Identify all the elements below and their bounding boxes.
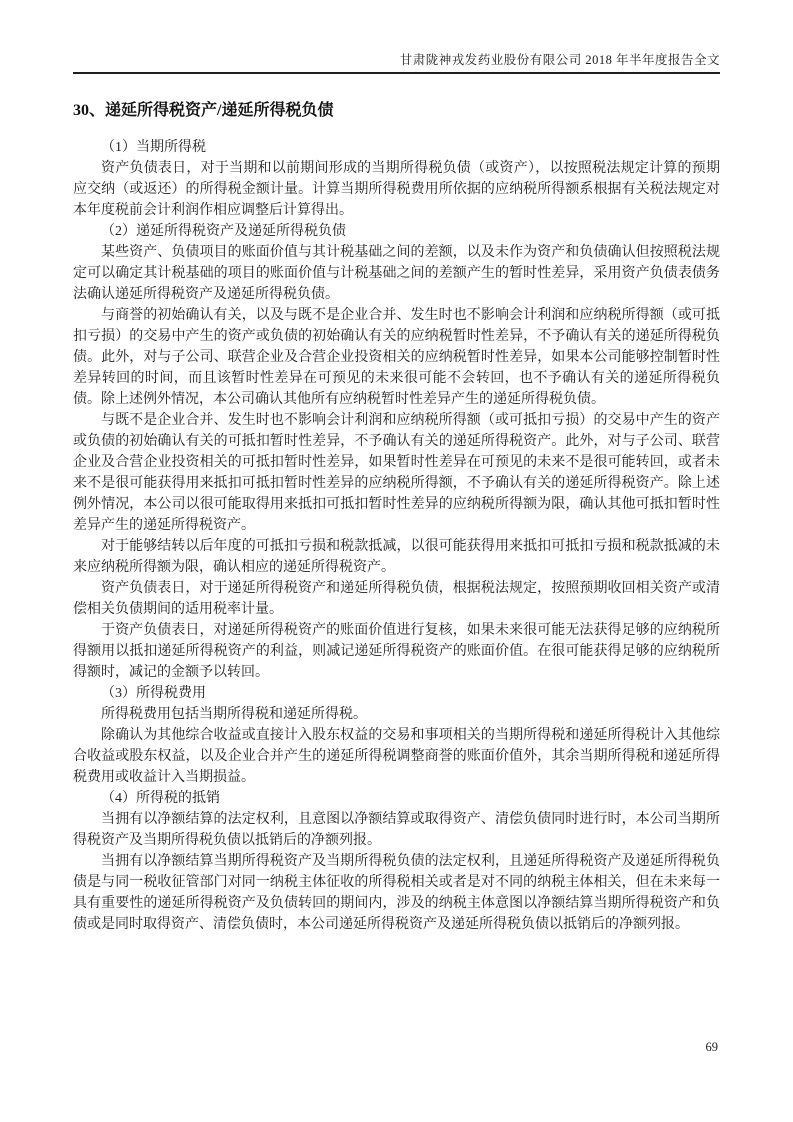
section-title: 30、递延所得税资产/递延所得税负债 xyxy=(73,102,334,119)
body-paragraph: 对于能够结转以后年度的可抵扣亏损和税款抵减，以很可能获得用来抵扣可抵扣亏损和税款抵减的未来应纳税所得额为限，确认相应的递延所得税资产。 xyxy=(73,539,720,575)
body-paragraph: 某些资产、负债项目的账面价值与其计税基础之间的差额，以及未作为资产和负债确认但按照税法规定可以确定其计税基础的项目的账面价值与计税基础之间的差额产生的暂时性差异，采用资产负债表债务法确认递延所得税资产及递延所得税负债。 xyxy=(73,245,720,302)
subsection-heading: （2）递延所得税资产及递延所得税负债 xyxy=(101,224,346,239)
body-paragraph: 资产负债表日，对于当期和以前期间形成的当期所得税负债（或资产），以按照税法规定计算的预期应交纳（或返还）的所得税金额计量。计算当期所得税费用所依据的应纳税所得额系根据有关税法规定对本年度税前会计利润作相应调整后计算得出。 xyxy=(73,161,720,218)
body-paragraph: 于资产负债表日，对递延所得税资产的账面价值进行复核，如果未来很可能无法获得足够的应纳税所得额用以抵扣递延所得税资产的利益，则减记递延所得税资产的账面价值。在很可能获得足够的应纳税所得额时，减记的金额予以转回。 xyxy=(73,623,720,680)
body-paragraph: 除确认为其他综合收益或直接计入股东权益的交易和事项相关的当期所得税和递延所得税计入其他综合收益或股东权益，以及企业合并产生的递延所得税调整商誉的账面价值外，其余当期所得税和递延所得税费用或收益计入当期损益。 xyxy=(73,728,720,785)
subsection-heading: （3）所得税费用 xyxy=(101,686,206,701)
body-paragraph: 与既不是企业合并、发生时也不影响会计利润和应纳税所得额（或可抵扣亏损）的交易中产生的资产或负债的初始确认有关的可抵扣暂时性差异，不予确认有关的递延所得税资产。此外，对与子公司、联营企业及合营企业投资相关的可抵扣暂时性差异，如果暂时性差异在可预见的未来不是很可能转回，或者未来不是很可能获得用来抵扣可抵扣暂时性差异的应纳税所得额，不予确认有关的递延所得税资产。除上述例外情况，本公司以很可能取得用来抵扣可抵扣暂时性差异的应纳税所得额为限，确认其他可抵扣暂时性差异产生的递延所得税资产。 xyxy=(73,413,720,533)
body-paragraph: 当拥有以净额结算的法定权利，且意图以净额结算或取得资产、清偿负债同时进行时，本公司当期所得税资产及当期所得税负债以抵销后的净额列报。 xyxy=(73,812,720,848)
subsection-heading: （1）当期所得税 xyxy=(101,140,206,155)
body-paragraph: 资产负债表日，对于递延所得税资产和递延所得税负债，根据税法规定，按照预期收回相关资产或清偿相关负债期间的适用税率计量。 xyxy=(73,581,720,617)
body-paragraph: 所得税费用包括当期所得税和递延所得税。 xyxy=(101,707,367,722)
page-number: 69 xyxy=(705,1040,718,1054)
subsection-heading: （4）所得税的抵销 xyxy=(101,791,220,806)
section-body xyxy=(73,137,720,935)
page-content xyxy=(73,0,720,935)
body-paragraph: 当拥有以净额结算当期所得税资产及当期所得税负债的法定权利，且递延所得税资产及递延所得税负债是与同一税收征管部门对同一纳税主体征收的所得税相关或者是对不同的纳税主体相关，但在未来每一具有重要性的递延所得税资产及负债转回的期间内，涉及的纳税主体意图以净额结算当期所得税资产和负债或是同时取得资产、清偿负债时，本公司递延所得税资产及递延所得税负债以抵销后的净额列报。 xyxy=(73,854,720,932)
report-header: 甘肃陇神戎发药业股份有限公司 2018 年半年度报告全文 xyxy=(73,0,720,74)
body-paragraph: 与商誉的初始确认有关，以及与既不是企业合并、发生时也不影响会计利润和应纳税所得额（或可抵扣亏损）的交易中产生的资产或负债的初始确认有关的应纳税暂时性差异，不予确认有关的递延所得税负债。此外，对与子公司、联营企业及合营企业投资相关的应纳税暂时性差异，如果本公司能够控制暂时性差异转回的时间，而且该暂时性差异在可预见的未来很可能不会转回，也不予确认有关的递延所得税负债。除上述例外情况，本公司确认其他所有应纳税暂时性差异产生的递延所得税负债。 xyxy=(73,308,720,407)
